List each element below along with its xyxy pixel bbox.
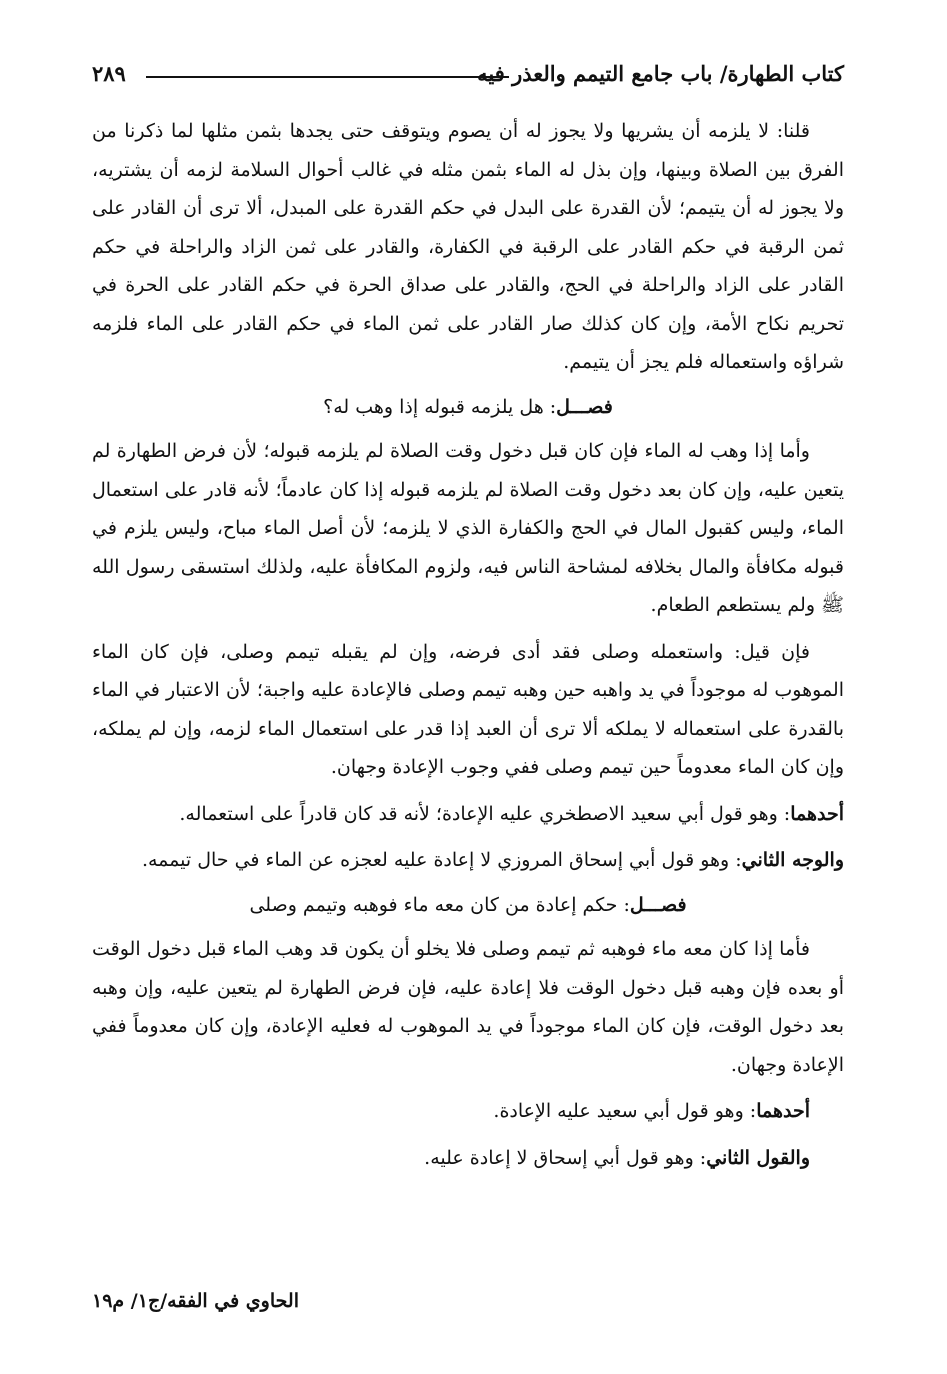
paragraph-3: فإن قيل: واستعمله وصلى فقد أدى فرضه، وإن لم يقبله تيمم وصلى، فإن كان الماء الموهوب له موجوداً في يد واهبه حين وهبه تيمم وصلى فالإعادة عليه واجبة؛ لأن الاعتبار في الماء بالقدرة على استعماله لا يملكه ألا ترى أن العبد إذا قدر على استعمال الماء لزمه، وإن لم يملكه، وإن كان الماء معدوماً حين تيمم وصلى ففي وجوب الإعادة وجهان. [92,640,844,778]
main-text [92,112,844,1177]
paragraph-1: قلنا: لا يلزمه أن يشريها ولا يجوز له أن يصوم ويتوقف حتى يجدها بثمن مثلها لما ذكرنا من الفرق بين الصلاة وبينها، وإن بذل له الماء بثمن مثله في غالب أحوال السلامة لزمه أن يشتريه، ولا يجوز له أن يتيمم؛ لأن القدرة على البدل في حكم القدرة على المبدل، ألا ترى أن القادر على ثمن الرقبة في حكم القادر على الرقبة في الكفارة، والقادر على ثمن الزاد والراحلة في حكم القادر على الزاد والراحلة في الحج، والقادر على صداق الحرة في حكم القادر على الحرة في تحريم نكاح الأمة، وإن كان كذلك صار القادر على ثمن الماء في حكم القادر على الماء فلزمه شراؤه واستعماله فلم يجز أن يتيمم. [92,120,844,373]
header-rule [146,76,509,78]
paragraph-7 [92,1092,844,1131]
paragraph-5-keyword: والوجه الثاني [741,849,844,871]
section-heading-1-text: : هل يلزمه قبوله إذا وهب له؟ [323,395,557,418]
section-heading-2-text: : حكم إعادة من كان معه ماء فوهبه وتيمم وصلى [249,893,630,916]
paragraph-6: فأما إذا كان معه ماء فوهبه ثم تيمم وصلى فلا يخلو أن يكون قد وهب الماء قبل دخول الوقت أو بعده فإن وهبه قبل دخول الوقت فلا إعادة عليه، فإن فرض الطهارة لم يتعين عليه، وإن وهبه بعد دخول الوقت، فإن كان الماء موجوداً في يد الموهوب له فعليه الإعادة، وإن كان معدوماً ففي الإعادة وجهان. [92,938,844,1076]
page-number: ٢٨٩ [92,61,126,86]
paragraph-7-keyword: أحدهما [756,1100,810,1122]
section-heading-2-keyword: فصـــل [629,893,687,916]
paragraph-5-text: : وهو قول أبي إسحاق المروزي لا إعادة عليه لعجزه عن الماء في حال تيممه. [141,849,742,871]
running-title: كتاب الطهارة/ باب جامع التيمم والعذر فيه [477,61,844,86]
paragraph-4 [92,795,844,834]
paragraph-7-text: : وهو قول أبي سعيد عليه الإعادة. [493,1100,757,1122]
section-heading-2 [92,886,844,925]
section-heading-1 [92,388,844,427]
paragraph-8-text: : وهو قول أبي إسحاق لا إعادة عليه. [424,1146,707,1169]
paragraph-4-keyword: أحدهما [790,802,844,825]
paragraph-8-keyword: والقول الثاني [706,1146,810,1169]
running-header [92,58,844,98]
paragraph-8 [92,1139,844,1178]
paragraph-4-text: : وهو قول أبي سعيد الاصطخري عليه الإعادة؛ لأنه قد كان قادراً على استعماله. [179,802,791,825]
paragraph-5 [92,841,844,880]
paragraph-2: وأما إذا وهب له الماء فإن كان قبل دخول وقت الصلاة لم يلزمه قبوله؛ لأن فرض الطهارة لم يتعين عليه، وإن كان بعد دخول وقت الصلاة لم يلزمه قبوله إذا كان عادماً؛ لأنه قادر على استعمال الماء، وليس كقبول المال في الحج والكفارة الذي لا يلزمه؛ لأن أصل الماء مباح، وليس يلزم في قبوله مكافأة والمال بخلافه لمشاحة الناس فيه، ولزوم المكافأة عليه، ولذلك استسقى رسول الله ﷺ ولم يستطعم الطعام. [92,440,844,616]
section-heading-1-keyword: فصـــل [556,395,613,418]
page-footer-signature: الحاوي في الفقه/ج١/ م١٩ [92,1290,299,1312]
